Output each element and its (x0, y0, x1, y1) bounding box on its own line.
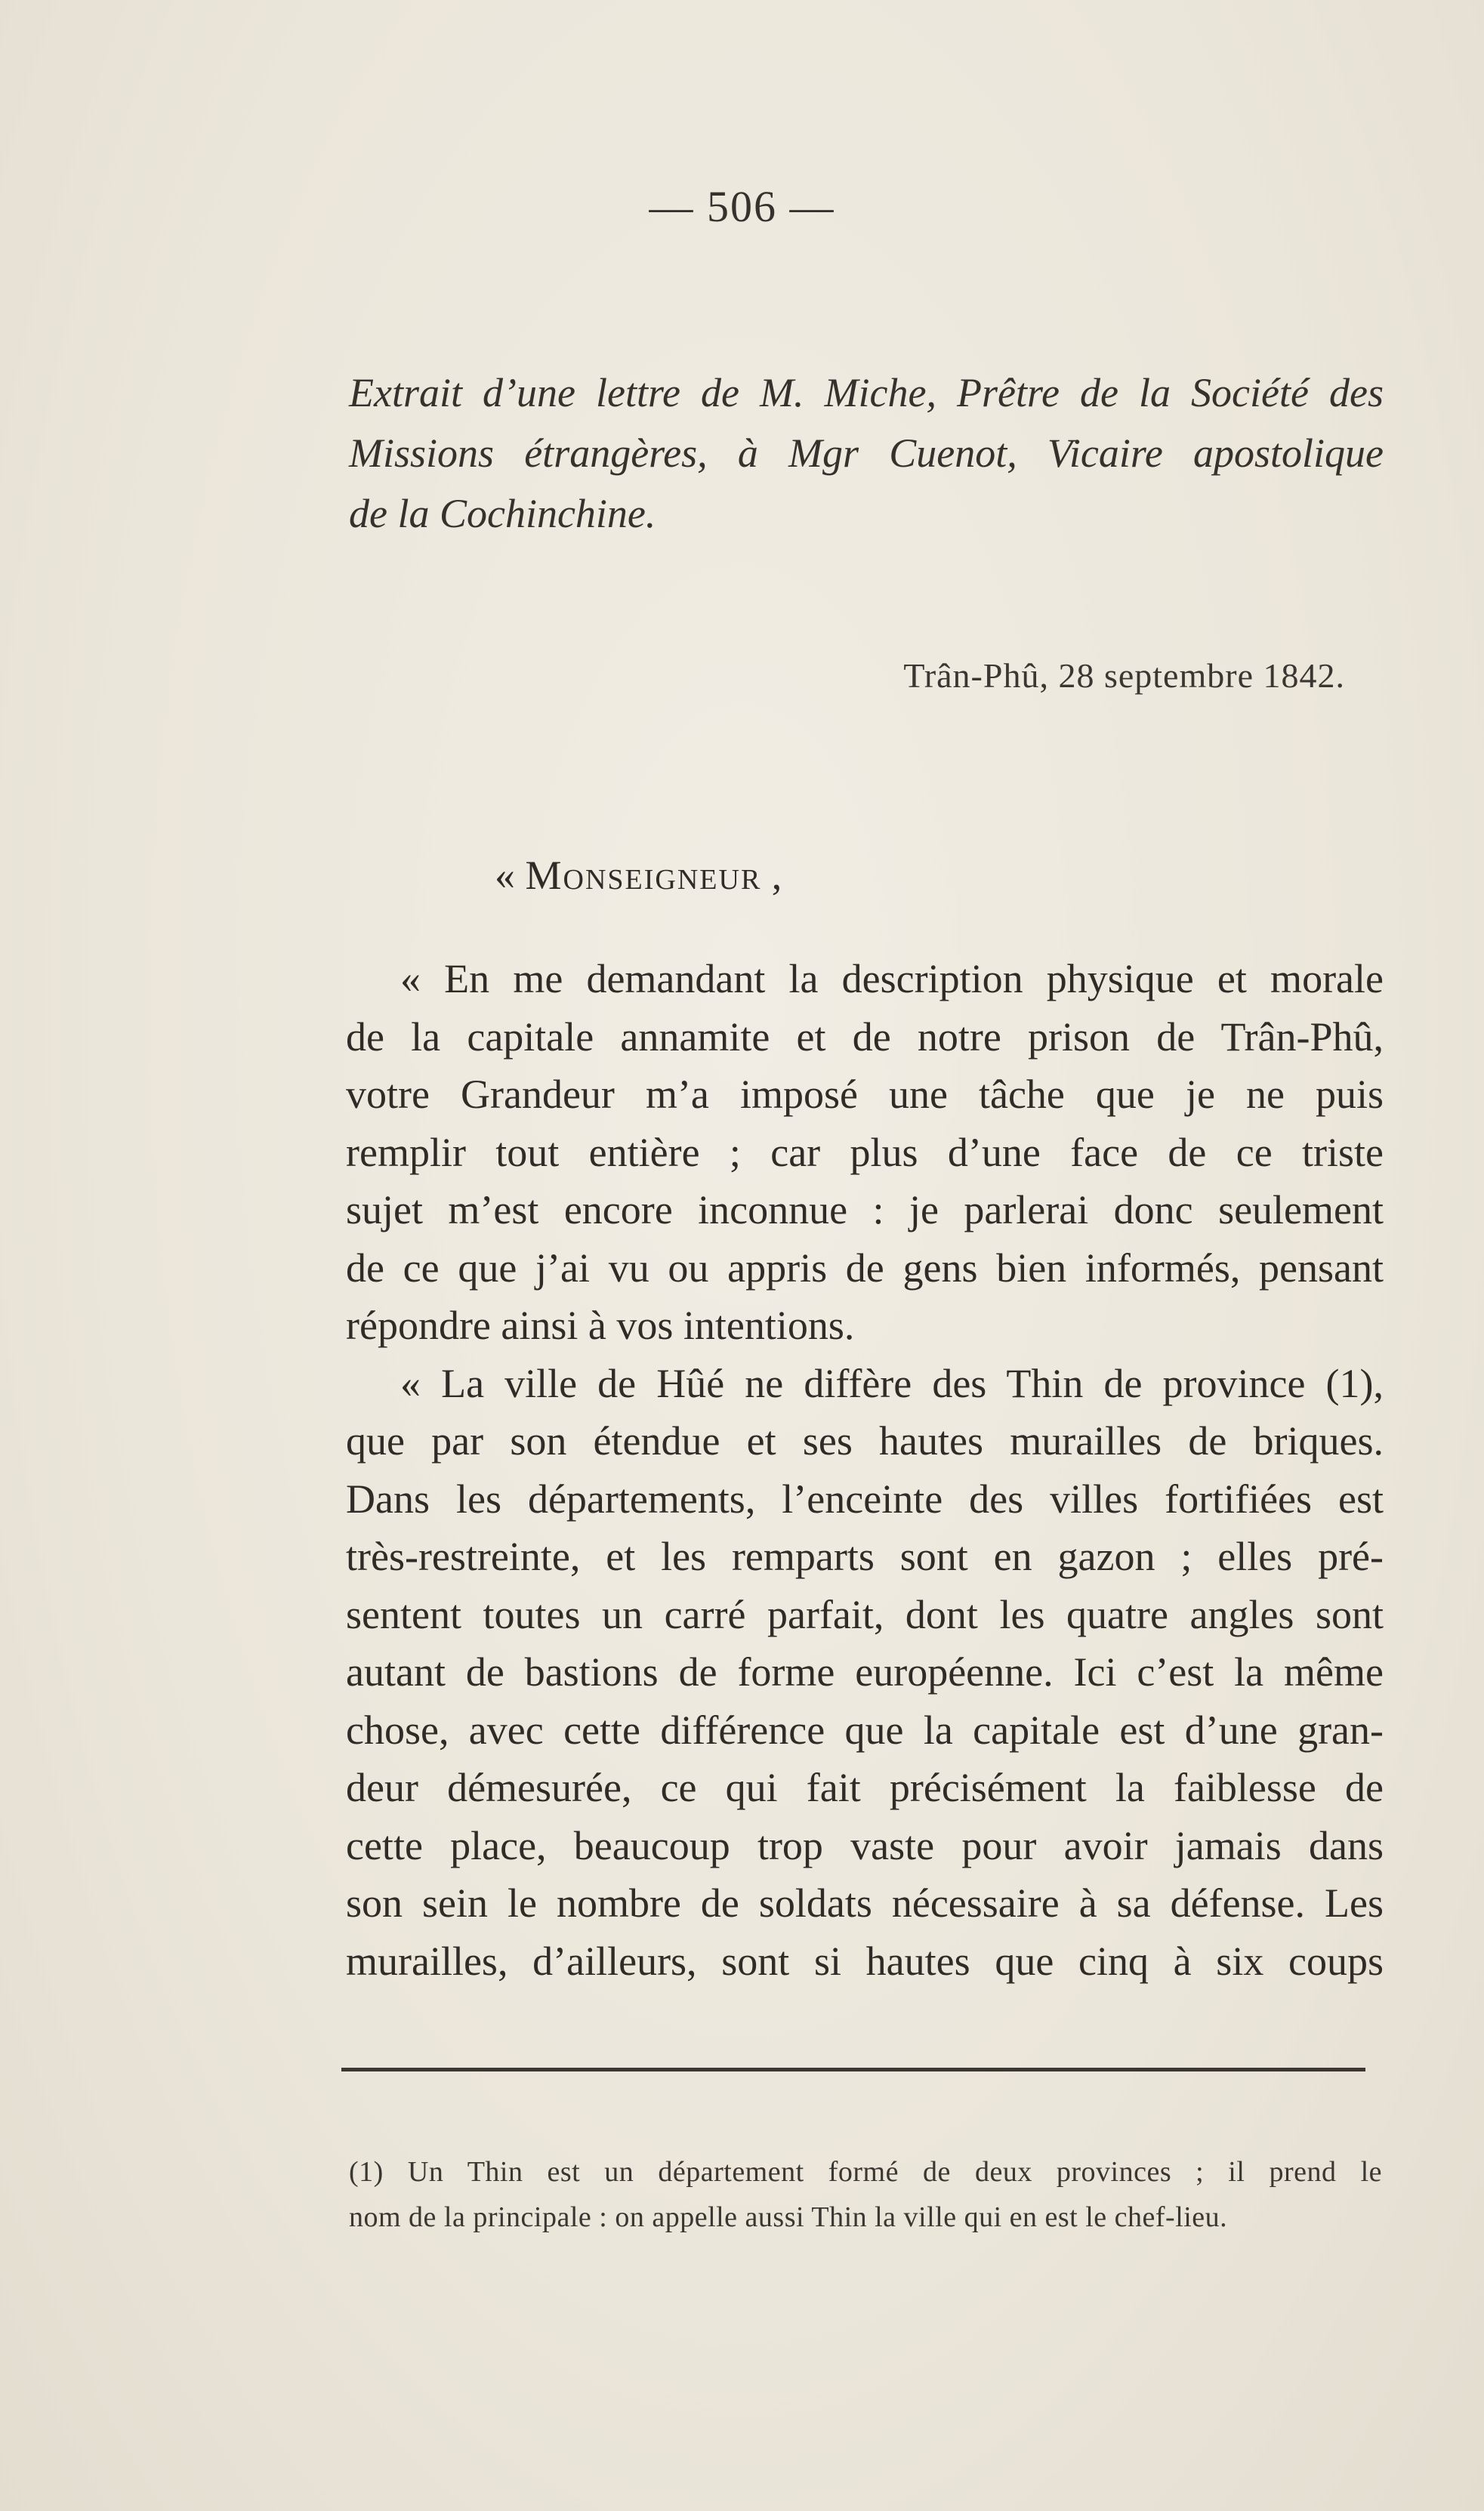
body-line-6: de ce que j’ai vu ou appris de gens bien informés, pensant (346, 1245, 1384, 1291)
body-line-5: sujet m’est encore inconnue : je parlerai donc seulement (346, 1187, 1384, 1232)
heading-line-3: de la Cochinchine. (349, 491, 656, 536)
body-line-9: que par son étendue et ses hautes murailles de briques. (346, 1418, 1384, 1464)
body-line-2: de la capitale annamite et de notre prison de Trân-Phû, (346, 1013, 1384, 1060)
body-line-17: son sein le nombre de soldats nécessaire à sa défense. Les (346, 1880, 1384, 1926)
salutation-text: Monseigneur (525, 853, 762, 898)
body-line-3: votre Grandeur m’a imposé une tâche que je ne puis (346, 1072, 1384, 1117)
heading-line-1: Extrait d’une lettre de M. Miche, Prêtre de la Société des (349, 370, 1384, 415)
body-line-4: remplir tout entière ; car plus d’une face de ce triste (346, 1129, 1384, 1175)
salutation (495, 852, 782, 899)
footnote-divider (341, 2068, 1365, 2071)
dateline: Trân-Phû, 28 septembre 1842. (903, 656, 1345, 695)
body-line-11: très-restreinte, et les remparts sont en gazon ; elles pré- (346, 1534, 1384, 1579)
body-line-18: murailles, d’ailleurs, sont si hautes que cinq à six coups (346, 1938, 1384, 1984)
salutation-trail: , (771, 853, 782, 898)
body-line-16: cette place, beaucoup trop vaste pour avoir jamais dans (346, 1822, 1384, 1868)
body-line-12: sentent toutes un carré parfait, dont les quatre angles sont (346, 1591, 1384, 1637)
heading-line-2: Missions étrangères, à Mgr Cuenot, Vicaire apostolique (349, 430, 1384, 476)
salutation-open-quote: « (495, 853, 515, 898)
footnote-line-2: nom de la principale : on appelle aussi Thin la ville qui en est le chef-lieu. (349, 2201, 1228, 2233)
body-line-10: Dans les départements, l’enceinte des villes fortifiées est (346, 1476, 1384, 1522)
body-line-15: deur démesurée, ce qui fait précisément la faiblesse de (346, 1765, 1384, 1810)
footnote-line-1: (1) Un Thin est un département formé de deux provinces ; il prend le (349, 2156, 1382, 2188)
footnote (349, 2149, 1382, 2240)
body-line-13: autant de bastions de forme européenne. Ici c’est la même (346, 1649, 1384, 1695)
letter-heading (349, 362, 1384, 544)
letter-body (346, 950, 1384, 1990)
page-number: — 506 — (649, 182, 835, 231)
body-line-14: chose, avec cette différence que la capitale est d’une gran- (346, 1707, 1384, 1753)
body-line-7: répondre ainsi à vos intentions. (346, 1303, 855, 1348)
body-line-8: « La ville de Hûé ne diffère des Thin de province (1), (400, 1360, 1384, 1406)
body-line-1: « En me demandant la description physique et morale (400, 956, 1384, 1001)
